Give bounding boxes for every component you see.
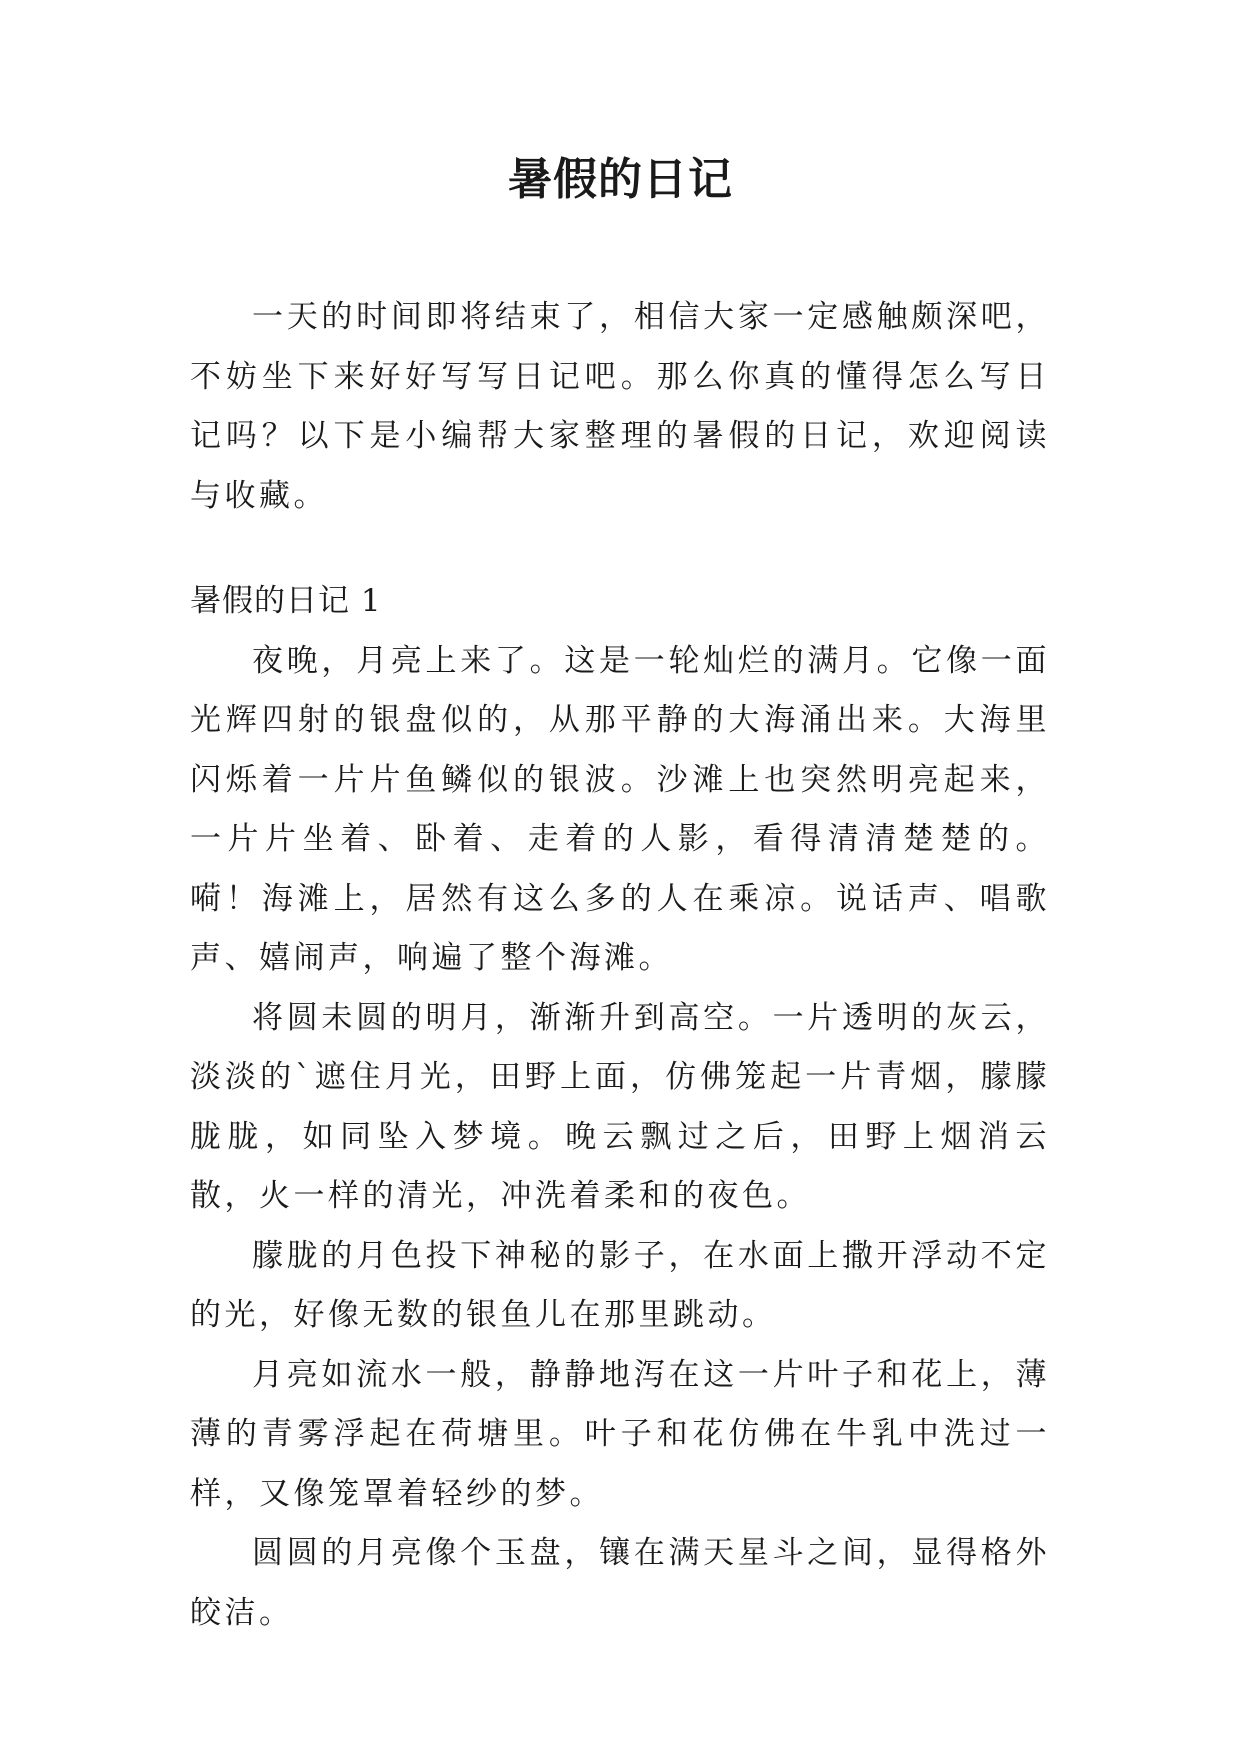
document-body bbox=[190, 288, 1050, 1643]
body-paragraph-5: 圆圆的月亮像个玉盘，镶在满天星斗之间，显得格外皎洁。 bbox=[190, 1535, 1050, 1631]
body-paragraph-2: 将圆未圆的明月，渐渐升到高空。一片透明的灰云，淡淡的`遮住月光，田野上面，仿佛笼起一片青烟，朦朦胧胧，如同坠入梦境。晚云飘过之后，田野上烟消云散，火一样的清光，冲洗着柔和的夜色。 bbox=[190, 999, 1050, 1214]
document-title: 暑假的日记 bbox=[508, 154, 733, 205]
intro-paragraph: 一天的时间即将结束了，相信大家一定感触颇深吧，不妨坐下来好好写写日记吧。那么你真的懂得怎么写日记吗？以下是小编帮大家整理的暑假的日记，欢迎阅读与收藏。 bbox=[190, 299, 1050, 514]
section-heading: 暑假的日记 1 bbox=[190, 583, 382, 619]
body-paragraph-1: 夜晚，月亮上来了。这是一轮灿烂的满月。它像一面光辉四射的银盘似的，从那平静的大海涌出来。大海里闪烁着一片片鱼鳞似的银波。沙滩上也突然明亮起来，一片片坐着、卧着、走着的人影，看得清清楚楚的。嗬！海滩上，居然有这么多的人在乘凉。说话声、唱歌声、嬉闹声，响遍了整个海滩。 bbox=[190, 642, 1050, 976]
body-paragraph-4: 月亮如流水一般，静静地泻在这一片叶子和花上，薄薄的青雾浮起在荷塘里。叶子和花仿佛在牛乳中洗过一样，又像笼罩着轻纱的梦。 bbox=[190, 1356, 1050, 1512]
body-paragraph-3: 朦胧的月色投下神秘的影子，在水面上撒开浮动不定的光，好像无数的银鱼儿在那里跳动。 bbox=[190, 1237, 1050, 1333]
